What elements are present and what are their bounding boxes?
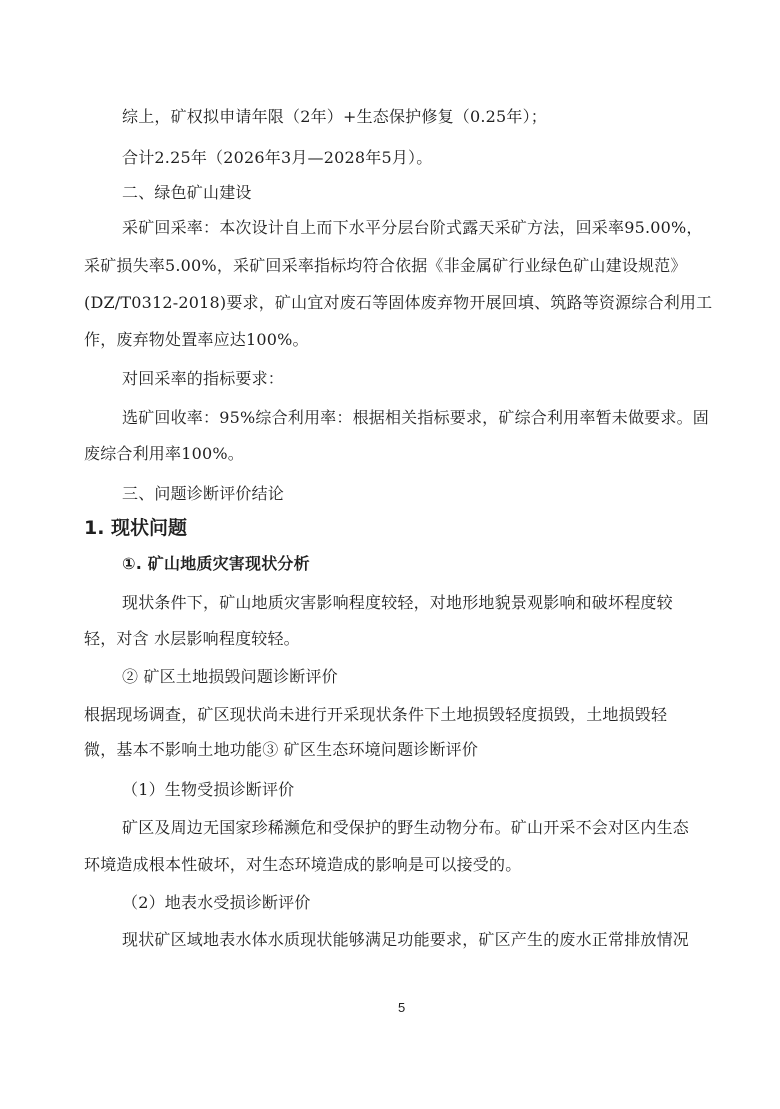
subheading: （1）生物受损诊断评价 bbox=[122, 780, 295, 799]
paragraph-line: 综上，矿权拟申请年限（2年）+生态保护修复（0.25年）； bbox=[122, 107, 548, 126]
paragraph-line: 微，基本不影响土地功能③ 矿区生态环境问题诊断评价 bbox=[84, 740, 479, 759]
page-number: 5 bbox=[398, 1000, 406, 1015]
section-heading: 三、问题诊断评价结论 bbox=[122, 484, 285, 503]
subheading: ①. 矿山地质灾害现状分析 bbox=[122, 554, 310, 573]
paragraph-line: 合计2.25年（2026年3月—2028年5月）。 bbox=[122, 148, 433, 167]
paragraph-line: 环境造成根本性破坏，对生态环境造成的影响是可以接受的。 bbox=[84, 855, 522, 874]
paragraph-line: 废综合利用率100%。 bbox=[84, 444, 244, 463]
paragraph-line: 采矿回采率：本次设计自上而下水平分层台阶式露天采矿方法，回采率95.00%， bbox=[122, 218, 703, 237]
paragraph-line: 轻，对含 水层影响程度较轻。 bbox=[84, 629, 300, 648]
paragraph-line: 对回采率的指标要求： bbox=[122, 369, 285, 388]
subheading: （2）地表水受损诊断评价 bbox=[122, 893, 311, 912]
paragraph-line: (DZ/T0312-2018)要求，矿山宜对废石等固体废弃物开展回填、筑路等资源综合利用工 bbox=[84, 293, 713, 312]
paragraph-line: 选矿回收率：95%综合利用率：根据相关指标要求，矿综合利用率暂未做要求。固 bbox=[122, 408, 709, 427]
subsection-heading: 1. 现状问题 bbox=[84, 517, 188, 539]
paragraph-line: 采矿损失率5.00%，采矿回采率指标均符合依据《非金属矿行业绿色矿山建设规范》 bbox=[84, 256, 687, 275]
paragraph-line: 作，废弃物处置率应达100%。 bbox=[84, 330, 309, 349]
subheading: ② 矿区土地损毁问题诊断评价 bbox=[122, 667, 338, 686]
paragraph-line: 现状条件下，矿山地质灾害影响程度较轻，对地形地貌景观影响和破坏程度较 bbox=[122, 593, 673, 612]
paragraph-line: 矿区及周边无国家珍稀濒危和受保护的野生动物分布。矿山开采不会对区内生态 bbox=[122, 818, 690, 837]
section-heading: 二、绿色矿山建设 bbox=[122, 183, 252, 202]
paragraph-line: 根据现场调查，矿区现状尚未进行开采现状条件下土地损毁轻度损毁，土地损毁轻 bbox=[84, 705, 668, 724]
paragraph-line: 现状矿区域地表水体水质现状能够满足功能要求，矿区产生的废水正常排放情况 bbox=[122, 930, 690, 949]
